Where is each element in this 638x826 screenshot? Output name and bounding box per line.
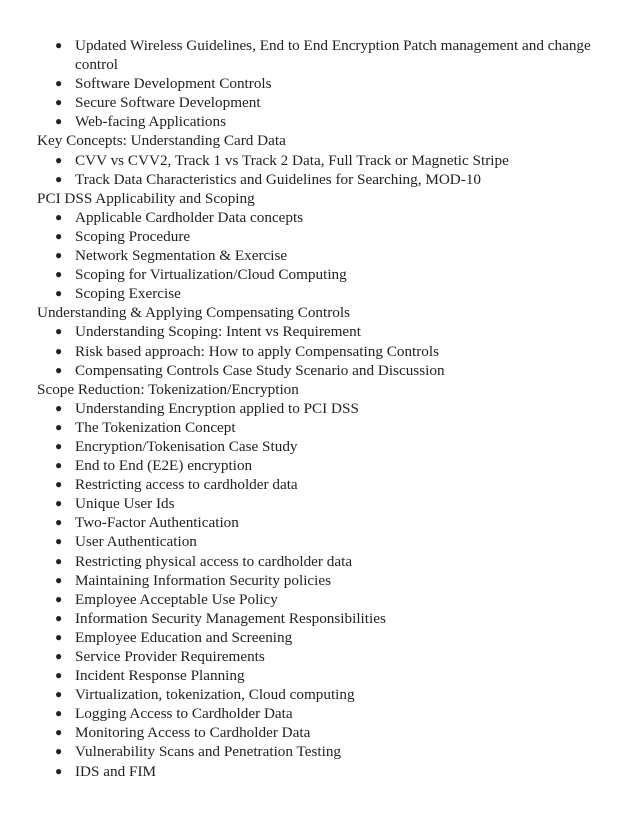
list-item (37, 723, 617, 742)
list-item-text: Vulnerability Scans and Penetration Testing (75, 743, 342, 761)
section-1 (37, 131, 617, 188)
bullet-icon: ● (55, 400, 63, 415)
list-item (37, 513, 617, 532)
list-item-text: Service Provider Requirements (75, 648, 265, 665)
bullet-icon: ● (55, 209, 63, 224)
section-3 (37, 303, 617, 379)
list-item-text: Information Security Management Responsibilities (75, 609, 386, 627)
list-item-text: Restricting access to cardholder data (75, 476, 298, 494)
bullet-icon: ● (55, 477, 63, 492)
bullet-icon: ● (55, 763, 63, 778)
list-item (37, 571, 617, 590)
list-item (37, 208, 617, 227)
list-item (37, 284, 617, 303)
list-item (37, 628, 617, 647)
list-item (37, 666, 617, 685)
bullet-list (37, 36, 617, 131)
bullet-icon: ● (55, 419, 63, 434)
list-item (37, 322, 617, 341)
bullet-icon: ● (55, 324, 63, 339)
bullet-icon: ● (55, 572, 63, 587)
bullet-icon: ● (55, 668, 63, 683)
section-heading: Scope Reduction: Tokenization/Encryption (37, 380, 299, 398)
bullet-icon: ● (55, 687, 63, 702)
bullet-icon: ● (55, 706, 63, 721)
list-item-text: Monitoring Access to Cardholder Data (75, 724, 311, 742)
list-item-text: Understanding Encryption applied to PCI DSS (75, 399, 359, 417)
bullet-icon: ● (55, 553, 63, 568)
bullet-icon: ● (55, 38, 63, 52)
list-item (37, 227, 617, 246)
list-item (37, 609, 617, 628)
list-item (37, 762, 617, 781)
list-item-text: Encryption/Tokenisation Case Study (75, 437, 298, 455)
bullet-icon: ● (55, 286, 63, 301)
list-item-text: CVV vs CVV2, Track 1 vs Track 2 Data, Full Track or Magnetic Stripe (75, 151, 509, 169)
list-item (37, 704, 617, 723)
list-item-text: Web-facing Applications (75, 113, 227, 131)
list-item (37, 437, 617, 456)
bullet-icon: ● (55, 95, 63, 110)
section-4 (37, 380, 617, 781)
list-item (37, 590, 617, 609)
list-item-text: Risk based approach: How to apply Compensating Controls (75, 342, 440, 360)
list-item (37, 494, 617, 513)
list-item-text: Incident Response Planning (75, 667, 245, 685)
list-item-text: Restricting physical access to cardholder data (75, 552, 353, 570)
section-heading: PCI DSS Applicability and Scoping (37, 189, 255, 207)
list-item-text: Network Segmentation & Exercise (75, 247, 288, 265)
bullet-icon: ● (55, 114, 63, 129)
list-item-text: End to End (E2E) encryption (75, 457, 253, 475)
bullet-icon: ● (55, 438, 63, 453)
list-item-text: Applicable Cardholder Data concepts (75, 208, 304, 226)
list-item (37, 399, 617, 418)
list-item (37, 552, 617, 571)
list-item (37, 361, 617, 380)
list-item-text: Virtualization, tokenization, Cloud computing (75, 686, 355, 704)
list-item-text: Track Data Characteristics and Guidelines for Searching, MOD-10 (75, 170, 482, 188)
list-item-text: Software Development Controls (75, 75, 272, 93)
section-2 (37, 189, 617, 304)
bullet-icon: ● (55, 228, 63, 243)
list-item-text: Maintaining Information Security policies (75, 571, 332, 589)
bullet-icon: ● (55, 171, 63, 186)
list-item (37, 170, 617, 189)
bullet-icon: ● (55, 610, 63, 625)
list-item (37, 742, 617, 761)
list-item (37, 475, 617, 494)
bullet-icon: ● (55, 629, 63, 644)
list-item-text: User Authentication (75, 533, 197, 551)
list-item-text: Scoping for Virtualization/Cloud Computing (75, 266, 347, 284)
list-item-text: Two-Factor Authentication (75, 514, 239, 532)
list-item-text: Compensating Controls Case Study Scenario and Discussion (75, 361, 445, 379)
list-item-text: Updated Wireless Guidelines, End to End Encryption Patch management and change control (75, 37, 591, 74)
bullet-icon: ● (55, 458, 63, 473)
list-item (37, 36, 617, 74)
list-item (37, 342, 617, 361)
list-item (37, 456, 617, 475)
bullet-icon: ● (55, 534, 63, 549)
list-item (37, 74, 617, 93)
section-heading: Key Concepts: Understanding Card Data (37, 132, 286, 150)
bullet-icon: ● (55, 267, 63, 282)
section-heading: Understanding & Applying Compensating Controls (37, 304, 351, 322)
list-item-text: The Tokenization Concept (75, 418, 236, 436)
list-item (37, 93, 617, 112)
list-item-text: Secure Software Development (75, 94, 261, 112)
list-item-text: Unique User Ids (75, 495, 175, 513)
bullet-list (37, 399, 617, 781)
list-item-text: Scoping Exercise (75, 285, 181, 303)
list-item-text: IDS and FIM (75, 762, 157, 780)
bullet-icon: ● (55, 649, 63, 663)
bullet-icon: ● (55, 515, 63, 530)
list-item (37, 151, 617, 170)
list-item-text: Logging Access to Cardholder Data (75, 705, 293, 723)
bullet-list (37, 151, 617, 189)
list-item (37, 112, 617, 131)
list-item-text: Employee Education and Screening (75, 628, 293, 646)
bullet-icon: ● (55, 744, 63, 759)
bullet-list (37, 322, 617, 379)
list-item (37, 685, 617, 704)
list-item-text: Scoping Procedure (75, 227, 191, 245)
list-item (37, 418, 617, 437)
bullet-icon: ● (55, 496, 63, 511)
list-item (37, 647, 617, 666)
list-item (37, 265, 617, 284)
bullet-icon: ● (55, 343, 63, 358)
list-item (37, 246, 617, 265)
list-item-text: Employee Acceptable Use Policy (75, 590, 278, 608)
bullet-icon: ● (55, 362, 63, 377)
bullet-icon: ● (55, 248, 63, 263)
bullet-icon: ● (55, 591, 63, 606)
list-item-text: Understanding Scoping: Intent vs Requirement (75, 323, 361, 341)
bullet-icon: ● (55, 152, 63, 167)
bullet-icon: ● (55, 725, 63, 740)
section-0 (37, 36, 617, 131)
bullet-list (37, 208, 617, 303)
bullet-icon: ● (55, 76, 63, 91)
list-item (37, 532, 617, 551)
document-body (37, 36, 617, 781)
